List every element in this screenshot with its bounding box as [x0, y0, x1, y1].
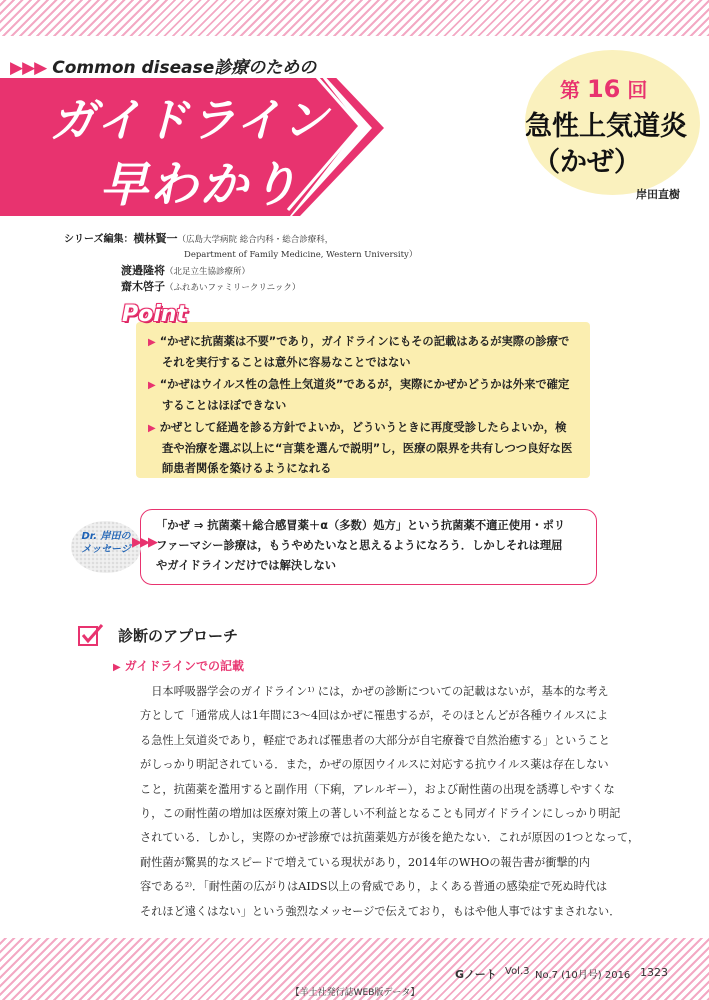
point-label: Point — [122, 302, 187, 327]
triangle-bullet-icon: ▶ — [113, 662, 121, 673]
series-title-line1: ガイドライン — [50, 93, 330, 147]
point-item-2: ▶ “かぜはウイルス性の急性上気道炎”であるが，実際にかぜかどうかは外来で確定 することはほぼできない — [148, 378, 570, 412]
top-stripe — [0, 0, 709, 36]
footer-number: No.7 (10月号) 2016 — [535, 970, 631, 981]
body-line: 耐性菌が驚異的なスピードで増えている現状があり，2014年のWHOの報告書が衝撃的内 — [140, 855, 591, 869]
editor-name: 横林賢一 — [133, 232, 178, 245]
editors-label: シリーズ編集： — [64, 234, 134, 245]
footer-volume: Vol.3 — [505, 966, 530, 977]
series-editors — [64, 231, 417, 295]
body-line: り，この耐性菌の増加は医療対策上の著しい不利益となることも同ガイドラインにしっかり明記 — [140, 806, 621, 820]
footer-journal: Gノート — [455, 968, 497, 981]
editor-name: 渡邉隆将 — [121, 264, 165, 277]
editor-name: 齋木啓子 — [121, 280, 165, 293]
message-text: 「かぜ ⇒ 抗菌薬＋総合感冒薬＋α（多数）処方」という抗菌薬不適正使用・ポリ ファーマシー診療は，もうやめたいなと思えるようになろう．しかしそれは理屈 やガイドラインだけでは解決しない — [156, 519, 566, 572]
series-title-line2: 早わかり — [100, 157, 301, 213]
issue-number: 第 16 回 — [560, 75, 648, 103]
body-line: る急性上気道炎であり，軽症であれば罹患者の大部分が自宅療養で自然治癒する」ということ — [140, 733, 610, 747]
body-line: 日本呼吸器学会のガイドライン¹⁾ には，かぜの診断についての記載はないが，基本的な考え — [140, 685, 609, 698]
subsection-title: ▶ ガイドラインでの記載 — [113, 659, 244, 673]
section-title: 診断のアプローチ — [118, 627, 239, 645]
body-text — [140, 680, 657, 924]
point-item-3: ▶ かぜとして経過を診る方針でよいか，どういうときに再度受診したらよいか，検 査や治療を選ぶ以上に“言葉を選んで説明”し，医療の限界を共有しつつ良好な医 師患者関係を築けるようになれる — [148, 421, 573, 475]
editor-affiliation: （北足立生協診療所） — [165, 267, 251, 277]
triangle-bullet-icon: ▶ — [148, 380, 156, 391]
topic-title: 急性上気道炎 — [525, 111, 687, 142]
body-line: されている．しかし，実際のかぜ診療では抗菌薬処方が後を絶たない．これが原因の1つとなって， — [140, 831, 640, 845]
footer-note: 【羊土社発行誌WEB版データ】 — [290, 988, 420, 998]
body-line: がしっかり明記されている．また，かぜの原因ウイルスに対応する抗ウイルス薬は存在しない — [140, 758, 609, 772]
checkbox-check-icon — [78, 623, 104, 647]
body-line: それほど遠くはない」という強烈なメッセージで伝えており，もはや他人事ではすまされない． — [140, 904, 621, 918]
editor-affiliation: （広島大学病院 総合内科・総合診療科， — [177, 235, 334, 245]
point-item-1: ▶ “かぜに抗菌薬は不要”であり，ガイドラインにもその記載はあるが実際の診療で それを実行することは意外に容易なことではない — [148, 335, 570, 369]
body-line: こと，抗菌薬を濫用すると副作用（下痢，アレルギー），および耐性菌の出現を誘導しやすくな — [140, 782, 615, 796]
triangle-bullet-icon: ▶ — [148, 423, 156, 434]
author: 岸田直樹 — [636, 188, 680, 201]
body-line: 方として「通常成人は1年間に3～4回はかぜに罹患するが，そのほとんどが各種ウイルスによ — [140, 709, 609, 723]
topic-subtitle: （かぜ） — [533, 147, 641, 178]
page-number: 1323 — [640, 966, 668, 979]
series-subtitle: ▶▶▶ Common disease診療のための — [10, 58, 317, 78]
editor-affiliation: （ふれあいファミリークリニック） — [165, 283, 301, 293]
triple-arrow-icon: ▶▶▶ — [10, 58, 47, 78]
body-line: 容である²⁾．「耐性菌の広がりはAIDS以上の脅威であり，よくある普通の感染症で死ぬ時代は — [140, 880, 608, 894]
triangle-bullet-icon: ▶ — [148, 337, 156, 348]
message-badge-text: Dr. 岸田の メッセージ — [81, 531, 131, 555]
editor-affiliation: Department of Family Medicine, Western University） — [184, 250, 418, 260]
message-arrow-icon: ▶▶▶ — [132, 535, 156, 550]
